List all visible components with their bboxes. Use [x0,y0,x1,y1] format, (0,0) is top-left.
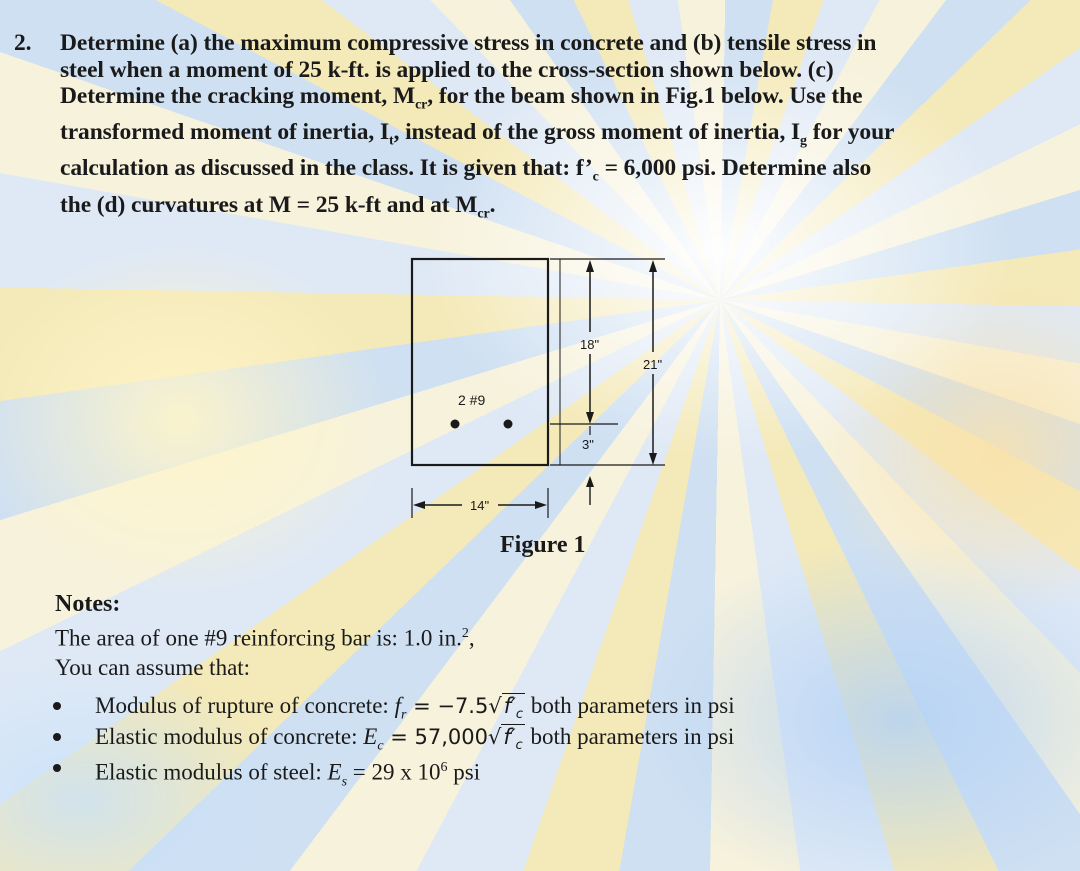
problem-line-3: Determine the cracking moment, $M_{cr}$, for the beam shown in Fig.1 below. Use the [60,83,863,113]
problem-number: 2. [14,30,32,56]
rebar-left [451,420,460,429]
dim-21-label: 21" [643,357,663,372]
dim-14-label: 14" [470,498,490,513]
problem-line-5: calculation as discussed in the class. It is given that: $f’_c = 6,000$ psi. Determine also [60,155,872,186]
dim-3-label: 3" [582,437,594,452]
dimension-18-in [580,260,599,424]
dimension-21-in [643,260,662,465]
assumptions-list [50,690,1050,790]
notes-line-2: You can assume that: [55,654,251,680]
bullet-icon [53,702,61,710]
dim-18-label: 18" [580,337,600,352]
problem-body [60,30,1050,228]
dimension-14-in [412,488,548,518]
notes-section [55,590,1055,682]
notes-title: Notes: [55,591,121,617]
bullet-icon [53,733,61,741]
list-item: Modulus of rupture of concrete: $f_r = -7.5√f'_c$ both parameters in psi [50,690,1050,721]
problem-line-2: steel when a moment of 25 k-ft. is applied to the cross-section shown below. (c) [60,56,834,83]
problem-line-1: Determine (a) the maximum compressive stress in concrete and (b) tensile stress in [60,30,877,56]
bullet-icon [53,764,61,772]
problem-line-4: transformed moment of inertia, $I_t$, instead of the gross moment of inertia, $I_g$ for your [60,119,895,149]
problem-line-6: the (d) curvatures at M = 25 k-ft and at $M_{cr}$. [60,191,496,222]
notes-line-1: The area of one #9 reinforcing bar is: 1.0 in.$^2$, [55,625,475,651]
list-item: Elastic modulus of steel: $E_s = 29$ x $10^6$ psi [50,752,1050,783]
list-item: Elastic modulus of concrete: $E_c = 57,000√f'_c$ both parameters in psi [50,721,1050,752]
figure-caption: Figure 1 [500,532,586,558]
beam-section-outline [412,259,548,465]
rebar-right [504,420,513,429]
beam-cross-section-figure [400,250,700,550]
rebar-label: 2 #9 [458,392,486,408]
